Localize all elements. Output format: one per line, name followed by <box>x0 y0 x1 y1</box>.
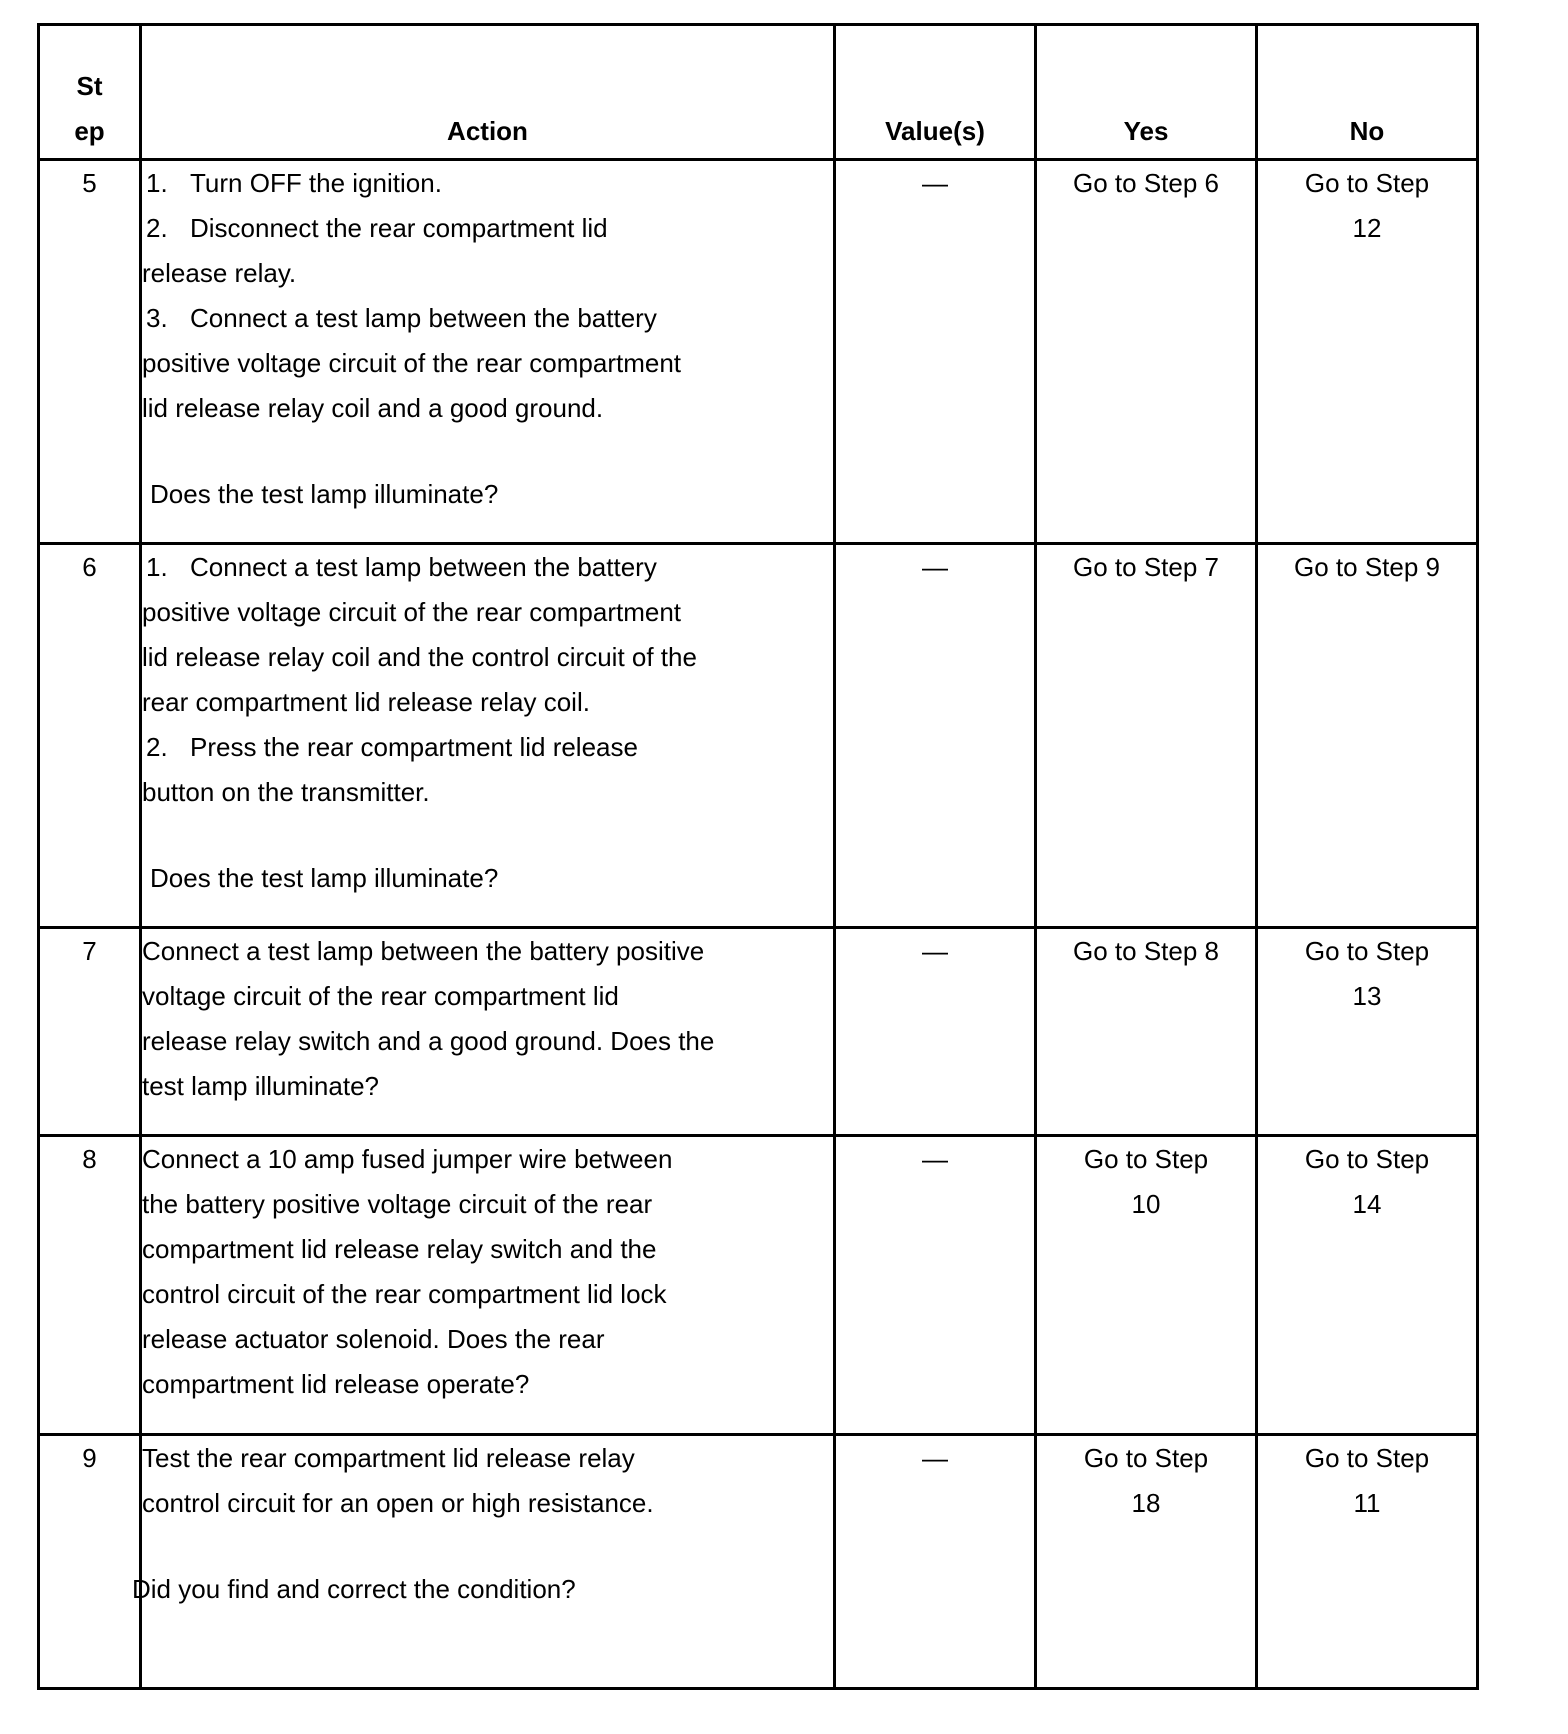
value-cell: — <box>835 160 1036 544</box>
action-item: 1. Turn OFF the ignition. <box>146 168 442 198</box>
table-row <box>39 1136 1478 1435</box>
yes-cell: Go to Step 18 <box>1036 1435 1257 1689</box>
value-cell: — <box>835 1136 1036 1435</box>
header-no: No <box>1257 25 1478 160</box>
no-cell: Go to Step 11 <box>1257 1435 1478 1689</box>
no-cell: Go to Step 9 <box>1257 544 1478 928</box>
table-row <box>39 928 1478 1136</box>
no-cell: Go to Step 14 <box>1257 1136 1478 1435</box>
step-number: 9 <box>39 1435 141 1689</box>
no-cell: Go to Step 13 <box>1257 928 1478 1136</box>
header-yes: Yes <box>1036 25 1257 160</box>
action-item: 2. Disconnect the rear compartment lid <box>146 213 608 243</box>
action-cell: Connect a 10 amp fused jumper wire between the battery positive voltage circuit of the rear compartment lid release relay switch and the control circuit of the rear compartment lid lock release actuator solenoid. Does the rear compartment lid release operate? <box>141 1136 835 1435</box>
header-step-line2: ep <box>74 116 105 146</box>
action-item: 2. Press the rear compartment lid release <box>146 732 638 762</box>
header-step <box>39 25 141 160</box>
diagnostic-table <box>37 23 1479 1690</box>
no-cell: Go to Step 12 <box>1257 160 1478 544</box>
action-question: Did you find and correct the condition? <box>132 1574 576 1604</box>
header-row <box>39 25 1478 160</box>
table-row <box>39 544 1478 928</box>
step-number: 7 <box>39 928 141 1136</box>
table-row <box>39 160 1478 544</box>
action-cell: 1. Connect a test lamp between the battery positive voltage circuit of the rear compartment lid release relay coil and the control circuit of the rear compartment lid release relay coil. 2. Press the rear compartment lid release button on the transmitter. Does the test lamp illuminate? <box>141 544 835 928</box>
header-action: Action <box>141 25 835 160</box>
header-step-line1: St <box>76 71 103 101</box>
yes-cell: Go to Step 6 <box>1036 160 1257 544</box>
action-item: 3. Connect a test lamp between the battery <box>146 303 657 333</box>
table-row <box>39 1435 1478 1689</box>
yes-cell: Go to Step 8 <box>1036 928 1257 1136</box>
step-number: 6 <box>39 544 141 928</box>
yes-cell: Go to Step 10 <box>1036 1136 1257 1435</box>
value-cell: — <box>835 544 1036 928</box>
value-cell: — <box>835 1435 1036 1689</box>
action-item: 1. Connect a test lamp between the battery <box>146 552 657 582</box>
action-question: Does the test lamp illuminate? <box>150 863 499 893</box>
action-cell: Connect a test lamp between the battery positive voltage circuit of the rear compartment lid release relay switch and a good ground. Does the test lamp illuminate? <box>141 928 835 1136</box>
step-number: 5 <box>39 160 141 544</box>
action-cell: Test the rear compartment lid release relay control circuit for an open or high resistance. Did you find and correct the condition? <box>141 1435 835 1689</box>
value-cell: — <box>835 928 1036 1136</box>
yes-cell: Go to Step 7 <box>1036 544 1257 928</box>
header-values: Value(s) <box>835 25 1036 160</box>
step-number: 8 <box>39 1136 141 1435</box>
action-question: Does the test lamp illuminate? <box>150 479 499 509</box>
action-cell: 1. Turn OFF the ignition. 2. Disconnect the rear compartment lid release relay. 3. Connect a test lamp between the battery positive voltage circuit of the rear compartment lid release relay coil and a good ground. Does the test lamp illuminate? <box>141 160 835 544</box>
